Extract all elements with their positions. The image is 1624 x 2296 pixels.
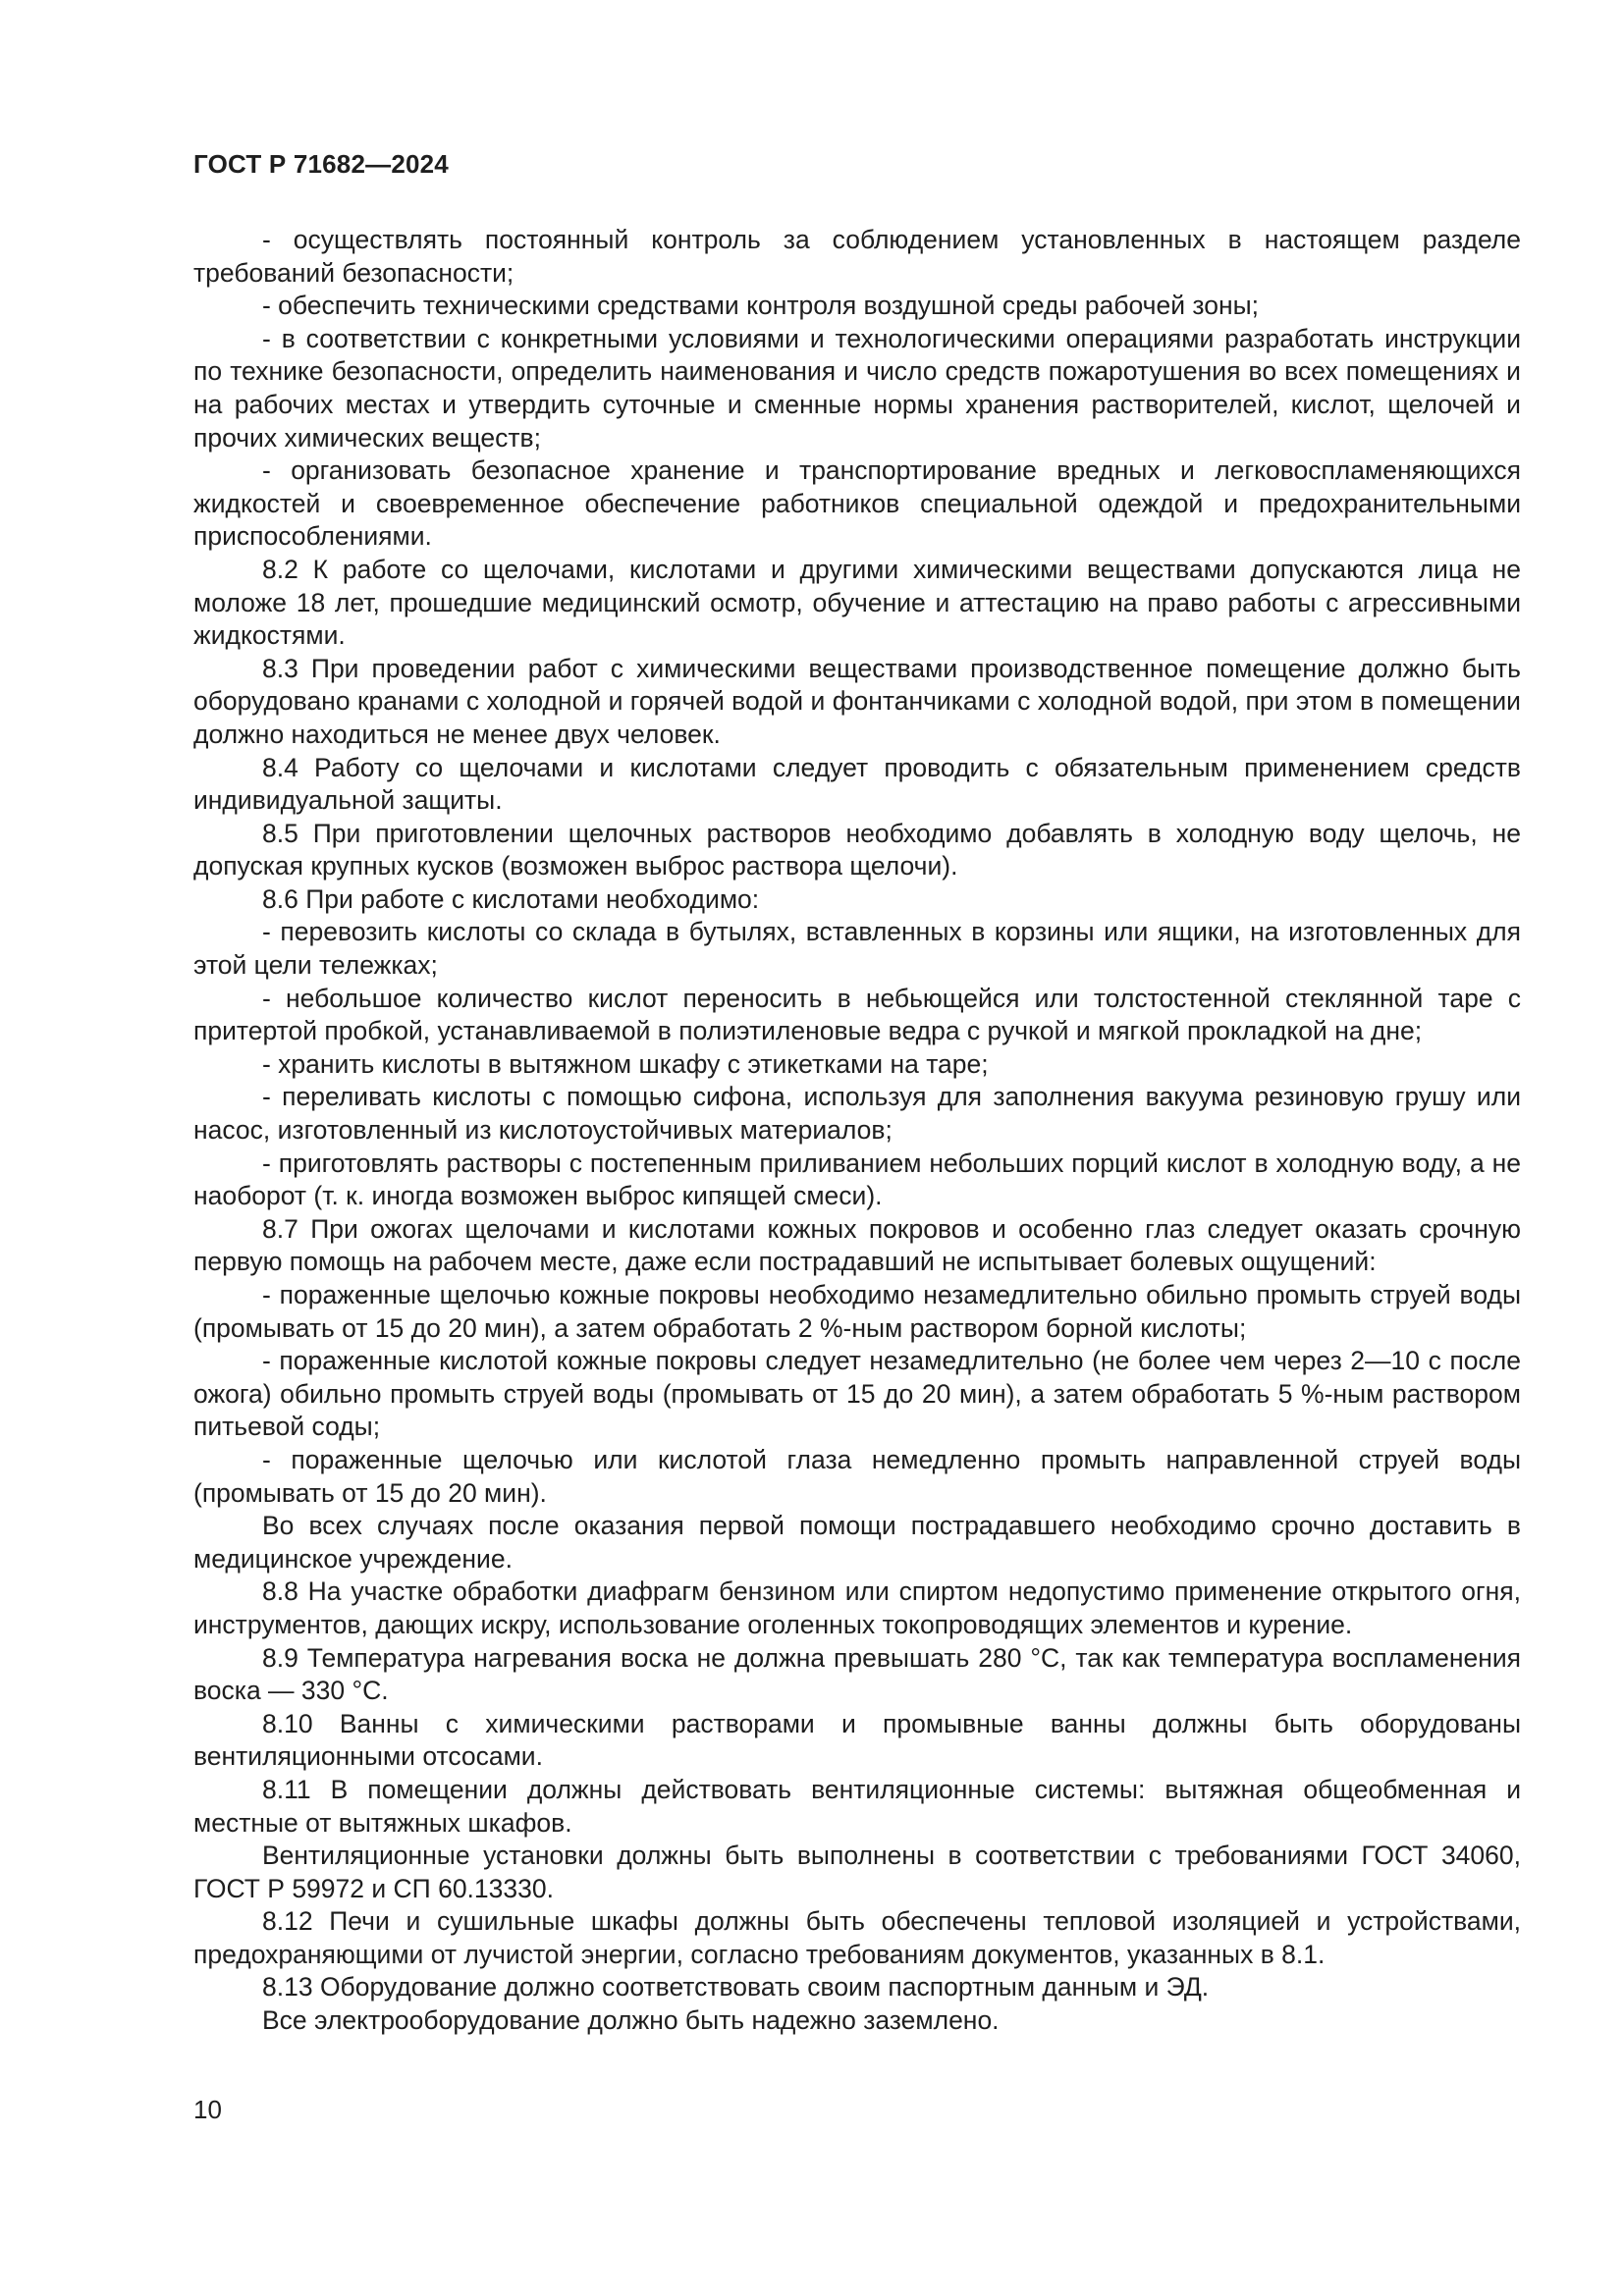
paragraph: 8.7 При ожогах щелочами и кислотами кожных покровов и особенно глаз следует оказать срочную первую помощь на рабочем месте, даже если пострадавший не испытывает болевых ощущений:: [193, 1213, 1521, 1277]
paragraph: - обеспечить техническими средствами контроля воздушной среды рабочей зоны;: [262, 291, 1260, 321]
paragraph: Вентиляционные установки должны быть выполнены в соответствии с требованиями ГОСТ 34060, ГОСТ Р 59972 и СП 60.13330.: [193, 1841, 1521, 1903]
paragraph: - небольшое количество кислот переносить в небьющейся или толстостенной стеклянной таре с притертой пробкой, устанавливаемой в полиэтиленовые ведра с ручкой и мягкой прокладкой на дне;: [193, 983, 1521, 1046]
paragraph: 8.4 Работу со щелочами и кислотами следует проводить с обязательным применением средств индивидуальной защиты.: [193, 752, 1521, 816]
paragraph: 8.13 Оборудование должно соответствовать своим паспортным данным и ЭД.: [262, 1972, 1210, 2002]
paragraph: 8.9 Температура нагревания воска не должна превышать 280 °C, так как температура воспламенения воска — 330 °C.: [193, 1642, 1521, 1706]
paragraph: 8.11 В помещении должны действовать вентиляционные системы: вытяжная общеобменная и местные от вытяжных шкафов.: [193, 1774, 1521, 1838]
paragraph: 8.6 При работе с кислотами необходимо:: [262, 883, 760, 914]
document-header: ГОСТ Р 71682—2024: [193, 149, 449, 179]
paragraph: - пораженные щелочью кожные покровы необходимо незамедлительно обильно промыть струей воды (промывать от 15 до 20 мин), а затем обработать 2 %-ным раствором борной кислоты;: [193, 1280, 1521, 1343]
paragraph: - перевозить кислоты со склада в бутылях, вставленных в корзины или ящики, на изготовленных для этой цели тележках;: [193, 917, 1521, 981]
paragraph: - пораженные кислотой кожные покровы следует незамедлительно (не более чем через 2—10 с после ожога) обильно промыть струей воды (промывать от 15 до 20 мин), а затем обработать 5 %-ным раствором питьевой соды;: [193, 1346, 1521, 1442]
paragraph: - переливать кислоты с помощью сифона, используя для заполнения вакуума резиновую грушу или насос, изготовленный из кислотоустойчивых материалов;: [193, 1082, 1521, 1146]
paragraph: 8.3 При проведении работ с химическими веществами производственное помещение должно быть оборудовано кранами с холодной и горячей водой и фонтанчиками с холодной водой, при этом в помещении должно находиться не менее двух человек.: [193, 653, 1521, 749]
paragraph: 8.2 К работе со щелочами, кислотами и другими химическими веществами допускаются лица не моложе 18 лет, прошедшие медицинский осмотр, обучение и аттестацию на право работы с агрессивными жидкостями.: [193, 554, 1521, 651]
page-number: 10: [193, 2095, 222, 2124]
paragraph: - осуществлять постоянный контроль за соблюдением установленных в настоящем разделе требований безопасности;: [193, 225, 1521, 288]
paragraph: - пораженные щелочью или кислотой глаза немедленно промыть направленной струей воды (промывать от 15 до 20 мин).: [193, 1444, 1521, 1508]
paragraph: 8.10 Ванны с химическими растворами и промывные ванны должны быть оборудованы вентиляционными отсосами.: [193, 1708, 1521, 1772]
paragraph: - организовать безопасное хранение и транспортирование вредных и легковоспламеняющихся жидкостей и своевременное обеспечение работников специальной одеждой и предохранительными приспособлениями.: [193, 455, 1521, 552]
paragraph: Во всех случаях после оказания первой помощи пострадавшего необходимо срочно доставить в медицинское учреждение.: [193, 1511, 1521, 1574]
paragraph: 8.5 При приготовлении щелочных растворов необходимо добавлять в холодную воду щелочь, не допуская крупных кусков (возможен выброс раствора щелочи).: [193, 818, 1521, 881]
paragraph: - приготовлять растворы с постепенным приливанием небольших порций кислот в холодную воду, а не наоборот (т. к. иногда возможен выброс кипящей смеси).: [193, 1148, 1521, 1211]
paragraph: 8.12 Печи и сушильные шкафы должны быть обеспечены тепловой изоляцией и устройствами, предохраняющими от лучистой энергии, согласно требованиям документов, указанных в 8.1.: [193, 1906, 1521, 1969]
paragraph: Все электрооборудование должно быть надежно заземлено.: [262, 2005, 1000, 2036]
paragraph: - в соответствии с конкретными условиями и технологическими операциями разработать инструкции по технике безопасности, определить наименования и число средств пожаротушения во всех помещениях и на рабочих местах и утвердить суточные и сменные нормы хранения растворителей, кислот, щелочей и прочих химических веществ;: [193, 323, 1521, 453]
paragraph: 8.8 На участке обработки диафрагм бензином или спиртом недопустимо применение открытого огня, инструментов, дающих искру, использование оголенных токопроводящих элементов и курение.: [193, 1576, 1521, 1639]
document-body: [193, 224, 1521, 2038]
paragraph: - хранить кислоты в вытяжном шкафу с этикетками на таре;: [262, 1048, 989, 1079]
